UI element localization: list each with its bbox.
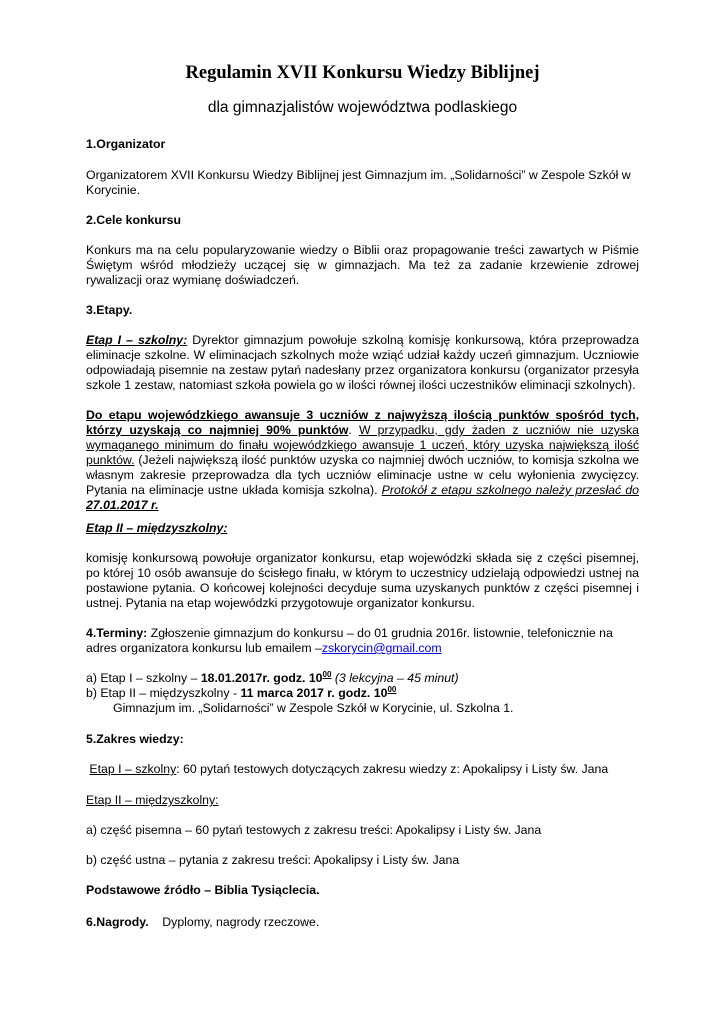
document-title: Regulamin XVII Konkursu Wiedzy Biblijnej <box>185 63 540 83</box>
scope-stage1-label: Etap I – szkolny <box>89 762 177 776</box>
tiebreak-text: (Jeżeli największą ilość punktów uzyska co najmniej dwóch uczniów, to komisja szkolna we własnym zakresie przeprowadza dla tych uczniów eliminacje ustne w celu wyłonienia zwycięzcy. Pytania na eliminacje ustne układa komisja szkolna). <box>86 453 639 497</box>
stage1-paragraph <box>86 333 639 393</box>
date-stage2 <box>86 686 639 701</box>
date-stage1-note: (3 lekcyjna – 45 minut) <box>331 671 459 685</box>
date-stage1-minutes: 00 <box>322 670 332 679</box>
organizer-text: Organizatorem XVII Konkursu Wiedzy Biblijnej jest Gimnazjum im. „Solidarności” w Zespole Szkół w Korycinie. <box>86 168 631 197</box>
date-stage1 <box>86 671 639 686</box>
prizes-line <box>86 915 639 930</box>
section-heading-prizes: 6.Nagrody. <box>86 915 149 929</box>
goals-text: Konkurs ma na celu popularyzowanie wiedzy o Biblii oraz propagowanie treści zawartych w Piśmie Świętym wśród młodzieży uczącej się w gimnazjach. Ma też za zadanie krzewienie zdrowej rywalizacji oraz wymianę doświadczeń. <box>86 243 639 287</box>
stage1-label: Etap I – szkolny: <box>86 333 188 347</box>
minimum-rule: W przypadku, gdy żaden z uczniów nie uzyska wymaganego minimum do finału wojewódzkiego awansuje 1 uczeń, który uzyska największą ilość punktów. <box>86 423 640 467</box>
section-heading-goals: 2.Cele konkursu <box>86 213 181 227</box>
date-stage1-label: a) Etap I – szkolny – <box>86 671 201 685</box>
scope-oral-part: b) część ustna – pytania z zakresu treści: Apokalipsy i Listy św. Jana <box>86 853 460 867</box>
stage2-text: komisję konkursową powołuje organizator konkursu, etap wojewódzki składa się z części pisemnej, po której 10 osób awansuje do ścisłego finału, w którym to uczestnicy udzielają odpowiedzi ustnej na postawione pytania. O końcowej kolejności decyduje suma uzyskanych punktów z części pisemnej i ustnej. Pytania na etap wojewódzki przygotowuje organizator konkursu. <box>86 551 639 610</box>
date-stage2-value: 11 marca 2017 r. godz. 10 <box>240 686 388 700</box>
date-stage2-minutes: 00 <box>387 685 397 694</box>
email-link[interactable]: zskorycin@gmail.com <box>321 641 442 655</box>
section-heading-scope: 5.Zakres wiedzy: <box>86 732 184 746</box>
date-stage2-label: b) Etap II – międzyszkolny - <box>86 686 241 700</box>
section-heading-dates: 4.Terminy: <box>86 626 148 640</box>
scope-stage2-label: Etap II – międzyszkolny: <box>86 793 219 807</box>
prizes-text: Dyplomy, nagrody rzeczowe. <box>148 915 320 929</box>
protocol-note: Protokół z etapu szkolnego należy przesłać do <box>381 483 639 497</box>
scope-written-part: a) część pisemna – 60 pytań testowych z zakresu treści: Apokalipsy i Listy św. Jana <box>86 823 542 837</box>
section-heading-organizer: 1.Organizator <box>86 137 166 151</box>
advancement-paragraph <box>86 408 639 513</box>
primary-source: Podstawowe źródło – Biblia Tysiąclecia. <box>86 883 320 897</box>
scope-stage1-text: : 60 pytań testowych dotyczących zakresu wiedzy z: Apokalipsy i Listy św. Jana <box>176 762 609 776</box>
document-page <box>86 0 639 1024</box>
protocol-date: 27.01.2017 r. <box>86 498 159 512</box>
advancement-dot: . <box>348 423 359 437</box>
scope-stage1 <box>86 762 639 777</box>
dates-paragraph <box>86 626 639 656</box>
document-subtitle: dla gimnazjalistów województwa podlaskiego <box>207 99 518 116</box>
stage2-label: Etap II – międzyszkolny: <box>86 521 228 535</box>
registration-text: Zgłoszenie gimnazjum do konkursu – do 01 grudnia 2016r. listownie, telefonicznie na adres organizatora konkursu lub emailem – <box>86 626 613 655</box>
advancement-rule: Do etapu wojewódzkiego awansuje 3 uczniów z najwyższą ilością punktów spośród tych, którzy uzyskają co najmniej 90% punktów <box>86 408 639 437</box>
date-stage1-value: 18.01.2017r. godz. 10 <box>200 671 323 685</box>
venue-text: Gimnazjum im. „Solidarności” w Zespole Szkół w Korycinie, ul. Szkolna 1. <box>113 701 514 715</box>
section-heading-stages: 3.Etapy. <box>86 303 133 317</box>
stage1-text: Dyrektor gimnazjum powołuje szkolną komisję konkursową, która przeprowadza eliminacje szkolne. W eliminacjach szkolnych może wziąć udział każdy uczeń gimnazjum. Uczniowie odpowiadają pisemnie na zestaw pytań nadesłany przez organizatora konkursu (organizator przesyła szkole 1 zestaw, natomiast szkoła powiela go w ilości równej ilości uczestników eliminacji szkolnych). <box>86 333 639 392</box>
